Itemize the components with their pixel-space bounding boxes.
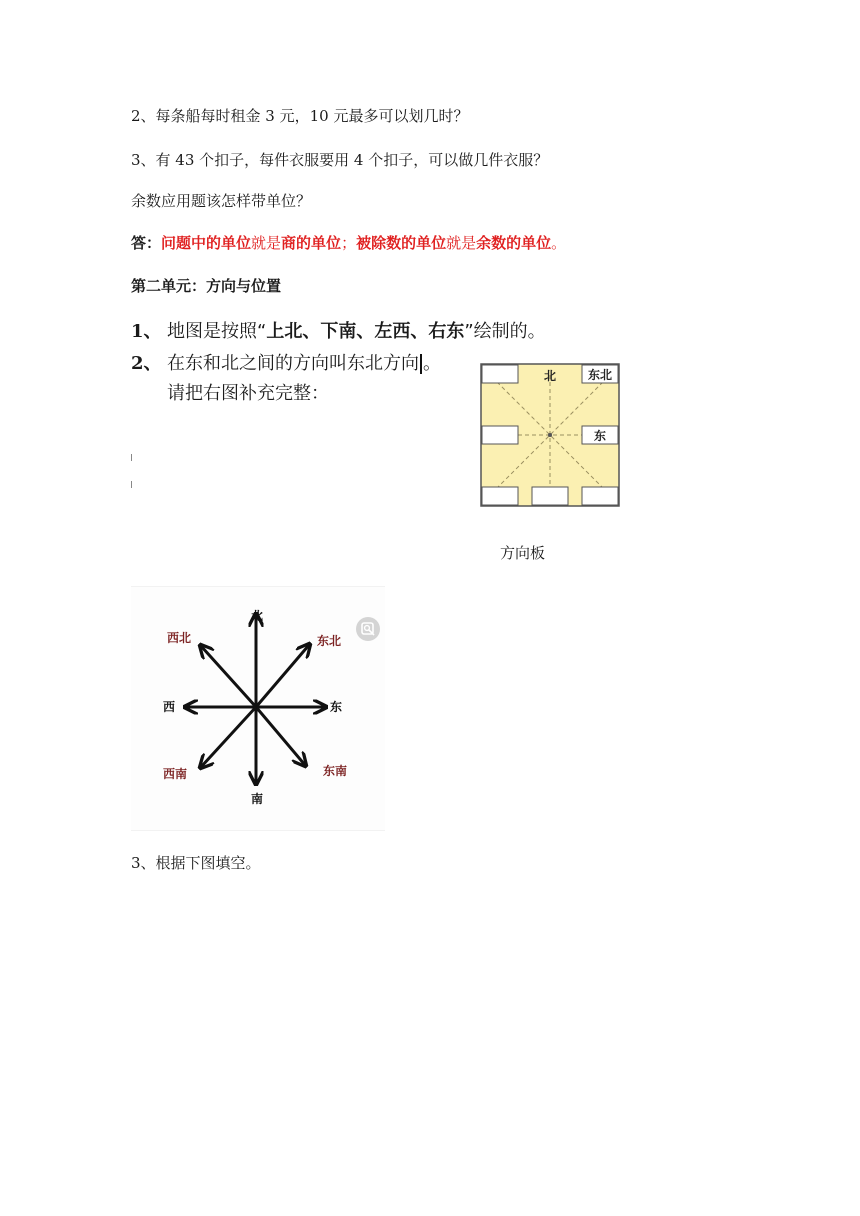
answer-seg-8: 。 — [551, 234, 567, 252]
question-2: 2、每条船每时租金 3 元，10 元最多可以划几时？ — [131, 107, 469, 125]
point-2-number: 2、 — [131, 353, 162, 374]
arrow-northeast — [256, 645, 309, 707]
board-box-northwest[interactable] — [482, 365, 518, 383]
answer-seg-7: 余数的单位 — [476, 234, 552, 252]
unit-heading: 第二单元：方向与位置 — [131, 277, 282, 295]
image-search-icon[interactable] — [356, 617, 380, 641]
compass-label-east: 东 — [329, 700, 343, 714]
compass-label-southeast: 东南 — [322, 764, 348, 778]
point-2-end: 。 — [423, 353, 441, 374]
question-3: 3、有 43 个扣子，每件衣服要用 4 个扣子，可以做几件衣服？ — [131, 151, 549, 169]
point-1-pre: 地图是按照“ — [167, 321, 267, 342]
compass-image — [131, 586, 385, 831]
answer-seg-5: 被除数的单位 — [356, 234, 447, 252]
direction-board — [480, 363, 620, 507]
board-box-south[interactable] — [532, 487, 568, 505]
answer-seg-2: 就是 — [251, 234, 282, 252]
board-label-east: 东 — [593, 429, 607, 443]
board-box-southeast[interactable] — [582, 487, 618, 505]
compass-rose — [131, 587, 385, 830]
board-box-west[interactable] — [482, 426, 518, 444]
text-cursor — [420, 354, 422, 374]
compass-label-south: 南 — [250, 792, 264, 806]
arrow-southeast — [256, 707, 305, 765]
board-center — [548, 433, 552, 437]
compass-label-northwest: 西北 — [166, 631, 192, 645]
compass-label-north: 北 — [250, 609, 264, 623]
answer-line — [131, 233, 566, 253]
board-label-north: 北 — [543, 369, 557, 383]
compass-label-west: 西 — [162, 700, 176, 714]
remainder-unit-question: 余数应用题该怎样带单位？ — [131, 192, 312, 210]
board-label-northeast: 东北 — [587, 368, 613, 382]
board-caption: 方向板 — [500, 544, 546, 562]
answer-seg-6: 就是 — [446, 234, 477, 252]
point-2 — [131, 352, 441, 376]
answer-seg-1: 问题中的单位 — [161, 234, 252, 252]
point-1-number: 1、 — [131, 321, 162, 342]
arrow-northwest — [201, 646, 256, 707]
fill-in-question: 3、根据下图填空。 — [131, 854, 261, 872]
point-1-bold: 上北、下南、左西、右东 — [266, 321, 465, 342]
point-1-post: ”绘制的。 — [464, 321, 546, 342]
compass-label-southwest: 西南 — [162, 767, 188, 781]
compass-arrows — [186, 615, 325, 783]
point-2-text: 在东和北之间的方向叫东北方向 — [167, 353, 419, 374]
margin-mark — [131, 454, 132, 461]
margin-mark — [131, 481, 132, 488]
compass-label-northeast: 东北 — [316, 634, 342, 648]
arrow-southwest — [201, 707, 256, 767]
answer-seg-4: ； — [341, 234, 357, 252]
answer-seg-3: 商的单位 — [281, 234, 342, 252]
point-1 — [131, 320, 546, 344]
point-2-line-2: 请把右图补充完整： — [167, 383, 329, 404]
answer-label: 答： — [131, 234, 162, 252]
board-box-southwest[interactable] — [482, 487, 518, 505]
